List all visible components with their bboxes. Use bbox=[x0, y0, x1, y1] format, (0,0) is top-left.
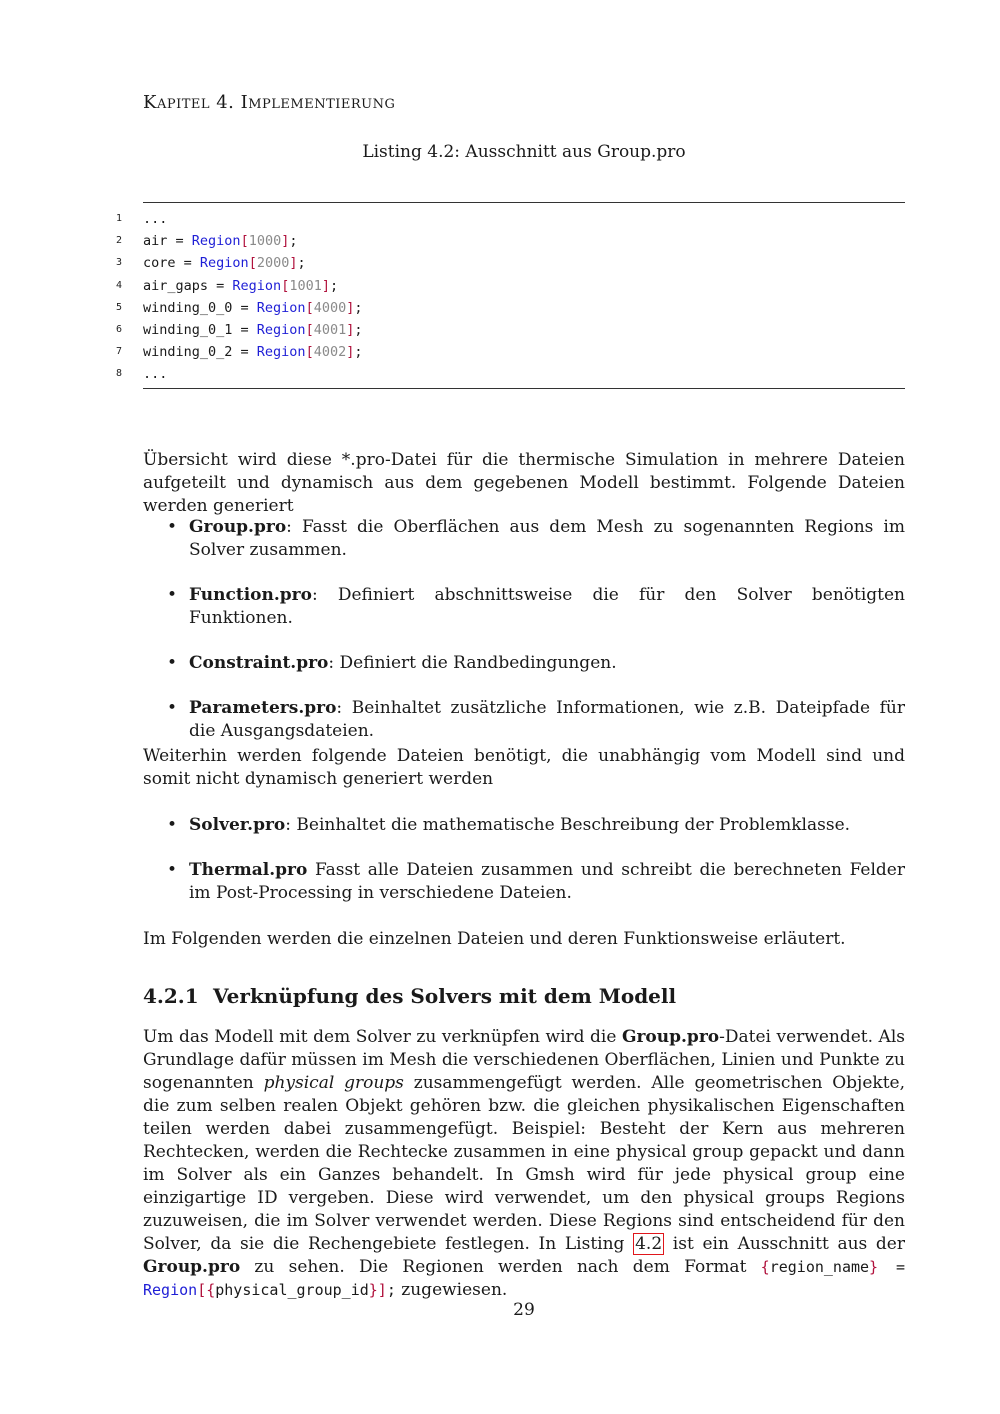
file-name: Group.pro bbox=[189, 517, 287, 537]
code-variable: air_gaps bbox=[143, 277, 209, 294]
code-id: 1001 bbox=[289, 277, 322, 294]
file-name: Group.pro bbox=[143, 1257, 241, 1277]
file-name: Thermal.pro bbox=[189, 860, 308, 880]
section-heading bbox=[143, 984, 676, 1008]
code-variable: air bbox=[143, 233, 168, 250]
list-item bbox=[143, 652, 905, 675]
code-variable: core bbox=[143, 255, 176, 272]
file-description: : Beinhaltet die mathematische Beschreibung der Problemklasse. bbox=[285, 815, 851, 835]
code-id: 1000 bbox=[248, 233, 282, 250]
line-number: 7 bbox=[115, 346, 122, 358]
code-id: 4000 bbox=[313, 299, 347, 316]
code-line bbox=[0, 363, 1000, 385]
main-paragraph: Um das Modell mit dem Solver zu verknüpfen wird die Group.pro-Datei verwendet. Als Grundlage dafür müssen im Mesh die verschiedenen Oberflächen, Linien und Punkte zu sogenannten physical groups zusammengefügt werden. Alle geometrischen Objekte, die zum selben realen Objekt gehören bzw. die gleichen physikalischen Eigenschaften teilen werden dabei zusammengefügt. Beispiel: Besteht der Kern aus mehreren Rechtecken, werden die Rechtecke zusammen in eine physical group gepackt und dann im Solver als ein Ganzes behandelt. In Gmsh wird für jede physical group eine einzigartige ID vergeben. Diese wird verwendet, um den physical groups Regions zuzuweisen, die im Solver verwendet werden. Diese Regions sind entscheidend für den Solver, da sie die Rechengebiete festlegen. In Listing 4.2 ist ein Ausschnitt aus der Group.pro zu sehen. Die Regionen werden nach dem Format {region_name} = Region[{physical_group_id}]; zugewiesen. bbox=[143, 1027, 906, 1300]
file-description: : Fasst die Oberflächen aus dem Mesh zu sogenannten Regions im Solver zusammen. bbox=[189, 517, 905, 560]
listing-reference-link[interactable]: 4.2 bbox=[635, 1234, 663, 1254]
code-ellipsis: ... bbox=[143, 211, 168, 227]
code-line: 4 air_gaps = Region[1001]; bbox=[0, 275, 1000, 297]
code-line bbox=[0, 208, 1000, 230]
code-line: 7 winding_0_2 = Region[4002]; bbox=[0, 341, 1000, 363]
listing-bottom-rule bbox=[143, 388, 905, 389]
code-keyword: Region bbox=[256, 321, 306, 338]
intro-paragraph: Übersicht wird diese *.pro-Datei für die thermische Simulation in mehrere Dateien aufgeteilt und dynamisch aus dem gegebenen Modell bestimmt. Folgende Dateien werden generiert bbox=[143, 450, 905, 516]
line-number: 1 bbox=[115, 213, 122, 224]
file-name: Group.pro bbox=[621, 1027, 720, 1047]
code-line: 6 winding_0_1 = Region[4001]; bbox=[0, 319, 1000, 341]
listing-caption: Listing 4.2: Ausschnitt aus Group.pro bbox=[362, 142, 686, 162]
file-name: Solver.pro bbox=[189, 815, 286, 835]
generated-files-list bbox=[143, 516, 905, 743]
list-item bbox=[143, 584, 905, 630]
file-description: : Definiert abschnittsweise die für den Solver benötigten Funktionen. bbox=[189, 585, 905, 628]
code-ellipsis: ... bbox=[143, 366, 168, 383]
following-paragraph: Im Folgenden werden die einzelnen Dateien und deren Funktionsweise erläutert. bbox=[143, 929, 846, 949]
file-description: Fasst alle Dateien zusammen und schreibt die berechneten Felder im Post-Processing in verschiedene Dateien. bbox=[189, 860, 905, 903]
line-number: 5 bbox=[115, 301, 122, 313]
code-keyword: Region bbox=[191, 233, 241, 250]
code-keyword: Region bbox=[256, 344, 306, 361]
code-line: 5 winding_0_0 = Region[4000]; bbox=[0, 297, 1000, 319]
further-paragraph: Weiterhin werden folgende Dateien benötigt, die unabhängig vom Modell sind und somit nicht dynamisch generiert werden bbox=[143, 746, 905, 789]
line-number: 6 bbox=[115, 323, 122, 335]
file-name: Function.pro bbox=[189, 585, 312, 605]
line-number: 3 bbox=[115, 257, 122, 269]
code-listing bbox=[0, 208, 1000, 386]
listing-top-rule bbox=[143, 202, 905, 203]
list-item bbox=[143, 697, 905, 743]
code-variable: winding_0_1 bbox=[143, 321, 233, 338]
list-item bbox=[143, 814, 905, 837]
running-header: Kapitel 4. Implementierung bbox=[143, 92, 396, 113]
list-item bbox=[143, 516, 905, 562]
line-number: 4 bbox=[115, 279, 122, 291]
code-keyword: Region bbox=[232, 277, 282, 294]
section-number: 4.2.1 bbox=[143, 984, 199, 1008]
code-keyword: Region bbox=[199, 255, 249, 272]
file-description: : Definiert die Randbedingungen. bbox=[328, 653, 617, 673]
code-line: 2 air = Region[1000]; bbox=[0, 230, 1000, 252]
line-number: 2 bbox=[115, 235, 122, 247]
file-description: : Beinhaltet zusätzliche Informationen, wie z.B. Dateipfade für die Ausgangsdateien. bbox=[189, 698, 905, 741]
file-name: Constraint.pro bbox=[189, 653, 329, 673]
code-id: 4001 bbox=[313, 321, 347, 338]
emphasis: physical groups bbox=[263, 1073, 404, 1093]
static-files-list bbox=[143, 814, 905, 905]
code-line: 3 core = Region[2000]; bbox=[0, 252, 1000, 274]
code-variable: winding_0_2 bbox=[143, 344, 233, 361]
format-snippet: {region_name} = Region[{physical_group_id}]; bbox=[143, 1258, 906, 1299]
section-title: Verknüpfung des Solvers mit dem Modell bbox=[213, 984, 677, 1008]
code-variable: winding_0_0 bbox=[143, 299, 233, 316]
code-id: 2000 bbox=[256, 255, 290, 272]
list-item bbox=[143, 859, 905, 905]
code-id: 4002 bbox=[313, 344, 347, 361]
page-number: 29 bbox=[513, 1300, 535, 1320]
line-number: 8 bbox=[115, 368, 122, 380]
file-name: Parameters.pro bbox=[189, 698, 337, 718]
code-keyword: Region bbox=[256, 299, 306, 316]
